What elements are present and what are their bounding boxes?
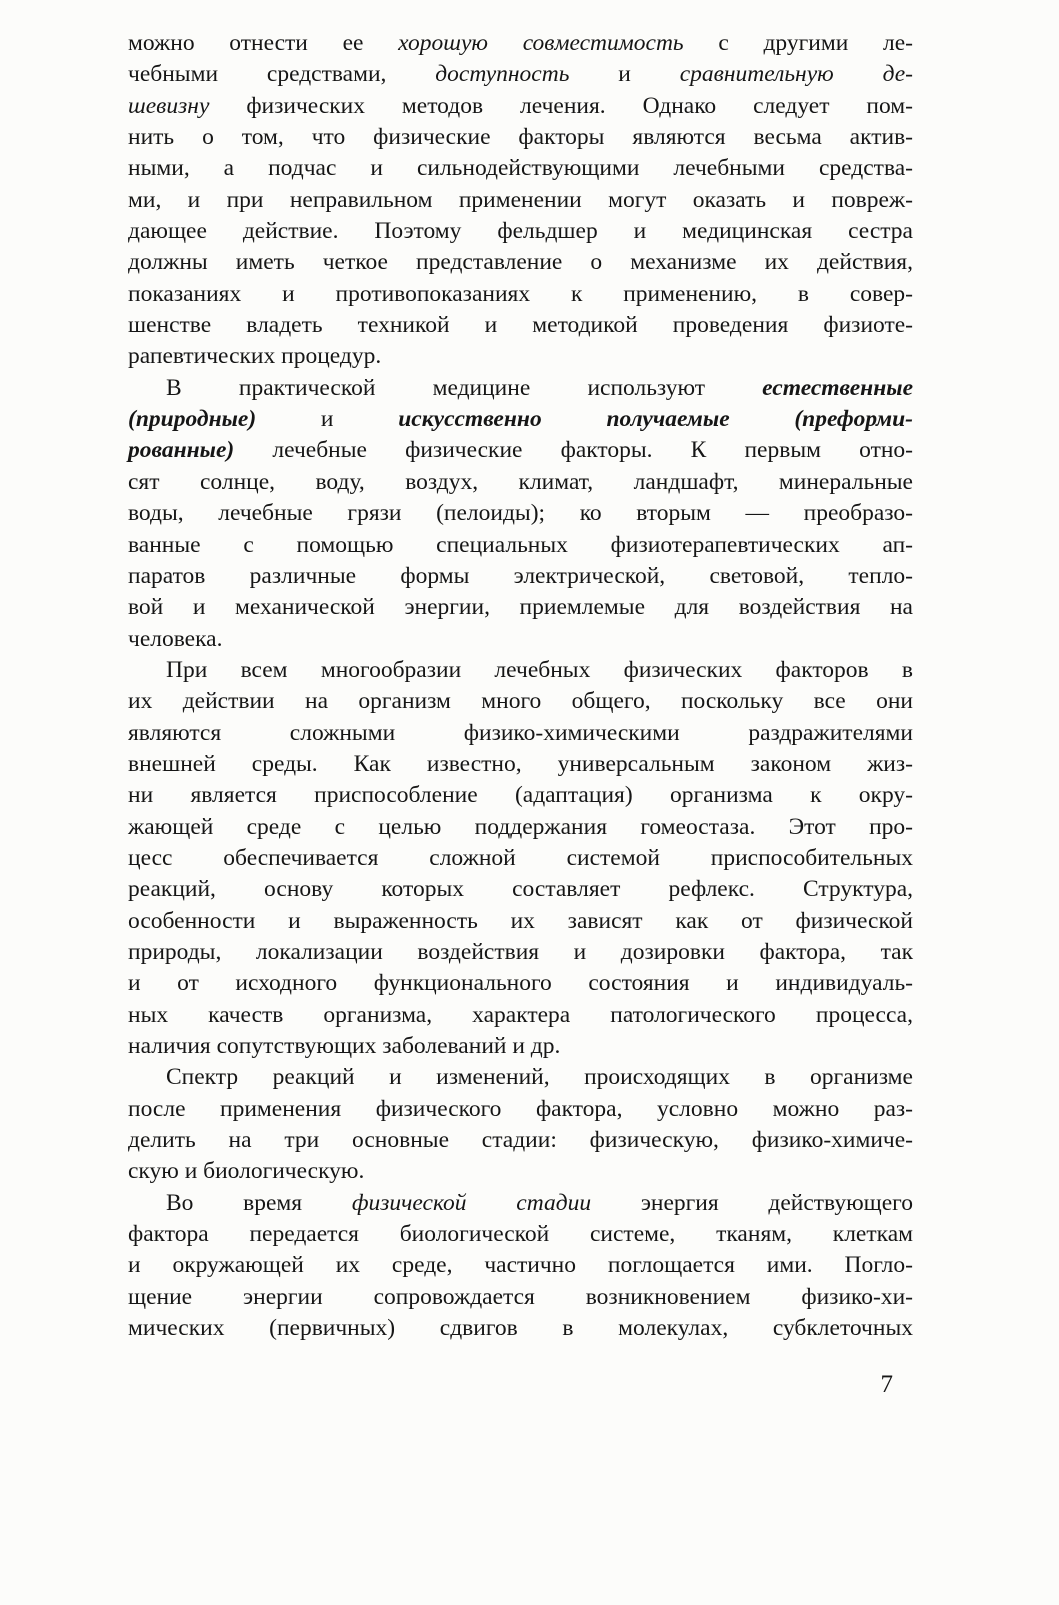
emphasized-text-segment: (преформи-: [794, 406, 913, 433]
emphasized-text-segment: физической стадии: [351, 1189, 592, 1216]
text-segment: человека.: [128, 625, 223, 652]
text-line: [128, 467, 913, 498]
text-segment: делить на три основные стадии: физическую, физико-химиче-: [128, 1127, 913, 1154]
text-segment: природы, локализации воздействия и дозировки фактора, так: [128, 938, 913, 965]
text-line: [128, 937, 913, 968]
text-line: [128, 686, 913, 717]
text-segment: после применения физического фактора, условно можно раз-: [128, 1095, 913, 1122]
text-segment: можно отнести ее: [128, 30, 399, 56]
text-line: [128, 561, 913, 592]
emphasized-text-segment: рованные): [128, 437, 235, 464]
text-line: [128, 404, 913, 435]
text-line: [128, 28, 913, 59]
text-segment: фактора передается биологической системе, тканям, клеткам: [128, 1221, 913, 1248]
text-line: [128, 780, 913, 811]
text-segment: шенстве владеть техникой и методикой проведения физиоте-: [128, 312, 913, 339]
text-line: [128, 279, 913, 310]
text-line: [128, 655, 913, 686]
text-line: [128, 1094, 913, 1125]
text-line: [128, 592, 913, 623]
emphasized-text-segment: доступность: [435, 61, 570, 88]
text-line: [128, 153, 913, 184]
page-number: 7: [880, 1371, 893, 1399]
text-segment: лечебные физические факторы. К первым отно-: [234, 437, 913, 464]
text-line: [128, 1062, 913, 1093]
text-line: [128, 185, 913, 216]
text-segment: реакций, основу которых составляет рефлекс. Структура,: [128, 876, 913, 903]
text-line: [128, 749, 913, 780]
text-line: [128, 59, 913, 90]
text-segment: должны иметь четкое представление о механизме их действия,: [128, 249, 913, 276]
text-segment: ных качеств организма, характера патологического процесса,: [128, 1001, 913, 1028]
emphasized-text-segment: естественные: [762, 374, 913, 401]
text-line: [128, 216, 913, 247]
text-segment: В практической медицине используют: [166, 374, 763, 401]
text-segment: наличия сопутствующих заболеваний и др.: [128, 1033, 561, 1059]
emphasized-text-segment: сравнительную де-: [679, 61, 913, 88]
text-line: [128, 1219, 913, 1250]
text-line: [128, 1313, 913, 1344]
text-segment: дающее действие. Поэтому фельдшер и медицинская сестра: [128, 218, 913, 245]
text-line: [128, 1250, 913, 1281]
text-line: [128, 91, 913, 122]
text-line: [128, 1031, 913, 1062]
text-line: [128, 718, 913, 749]
text-line: [128, 1156, 913, 1187]
text-line: [128, 498, 913, 529]
text-line: [128, 122, 913, 153]
emphasized-text-segment: шевизну: [128, 92, 210, 119]
text-segment: чебными средствами,: [128, 61, 436, 88]
text-line: [128, 530, 913, 561]
text-segment: цесс обеспечивается сложной системой приспособительных: [128, 844, 913, 871]
text-segment: и: [569, 61, 680, 88]
text-segment: и от исходного функционального состояния и индивидуаль-: [128, 970, 913, 997]
text-segment: паратов различные формы электрической, световой, тепло-: [128, 562, 913, 589]
text-segment: нить о том, что физические факторы являются весьма актив-: [128, 124, 913, 151]
text-line: [128, 1125, 913, 1156]
text-line: [128, 968, 913, 999]
text-segment: Во время: [166, 1189, 352, 1216]
text-line: [128, 1000, 913, 1031]
text-segment: физических методов лечения. Однако следует пом-: [209, 92, 913, 119]
text-segment: внешней среды. Как известно, универсальным законом жиз-: [128, 750, 913, 777]
text-line: [128, 812, 913, 843]
text-segment: особенности и выраженность их зависят как от физической: [128, 907, 913, 934]
text-segment: сят солнце, воду, воздух, климат, ландшафт, минеральные: [128, 468, 913, 495]
text-line: [128, 1188, 913, 1219]
emphasized-text-segment: искусственно получаемые: [398, 406, 795, 433]
text-segment: и: [256, 406, 399, 433]
text-segment: с другими ле-: [683, 30, 913, 56]
text-block: [128, 28, 913, 1344]
text-line: [128, 435, 913, 466]
text-segment: жающей среде с целью поддержания гомеостаза. Этот про-: [128, 813, 913, 840]
text-segment: Спектр реакций и изменений, происходящих в организме: [166, 1064, 913, 1091]
text-line: [128, 874, 913, 905]
text-segment: воды, лечебные грязи (пелоиды); ко вторым — преобразо-: [128, 500, 913, 527]
text-segment: вой и механической энергии, приемлемые для воздействия на: [128, 594, 913, 621]
text-line: [128, 843, 913, 874]
text-segment: скую и биологическую.: [128, 1158, 365, 1185]
text-segment: рапевтических процедур.: [128, 343, 382, 370]
text-line: [128, 906, 913, 937]
text-segment: ными, а подчас и сильнодействующими лечебными средства-: [128, 155, 913, 182]
text-line: [128, 341, 913, 372]
text-segment: являются сложными физико-химическими раздражителями: [128, 719, 913, 746]
text-segment: мических (первичных) сдвигов в молекулах, субклеточных: [128, 1315, 913, 1342]
text-line: [128, 247, 913, 278]
text-segment: показаниях и противопоказаниях к применению, в совер-: [128, 280, 913, 307]
emphasized-text-segment: хорошую совместимость: [398, 30, 684, 56]
text-segment: ми, и при неправильном применении могут оказать и повреж-: [128, 186, 913, 213]
text-line: [128, 624, 913, 655]
text-line: [128, 1282, 913, 1313]
text-line: [128, 373, 913, 404]
text-segment: энергия действующего: [591, 1189, 913, 1216]
emphasized-text-segment: (природные): [128, 406, 257, 433]
text-segment: ни является приспособление (адаптация) организма к окру-: [128, 782, 913, 809]
text-segment: ванные с помощью специальных физиотерапевтических ап-: [128, 531, 913, 558]
text-segment: При всем многообразии лечебных физических факторов в: [166, 656, 913, 683]
text-line: [128, 310, 913, 341]
text-segment: щение энергии сопровождается возникновением физико-хи-: [128, 1283, 913, 1310]
text-segment: и окружающей их среде, частично поглощается ими. Погло-: [128, 1252, 913, 1279]
text-segment: их действии на организм много общего, поскольку все они: [128, 688, 913, 715]
